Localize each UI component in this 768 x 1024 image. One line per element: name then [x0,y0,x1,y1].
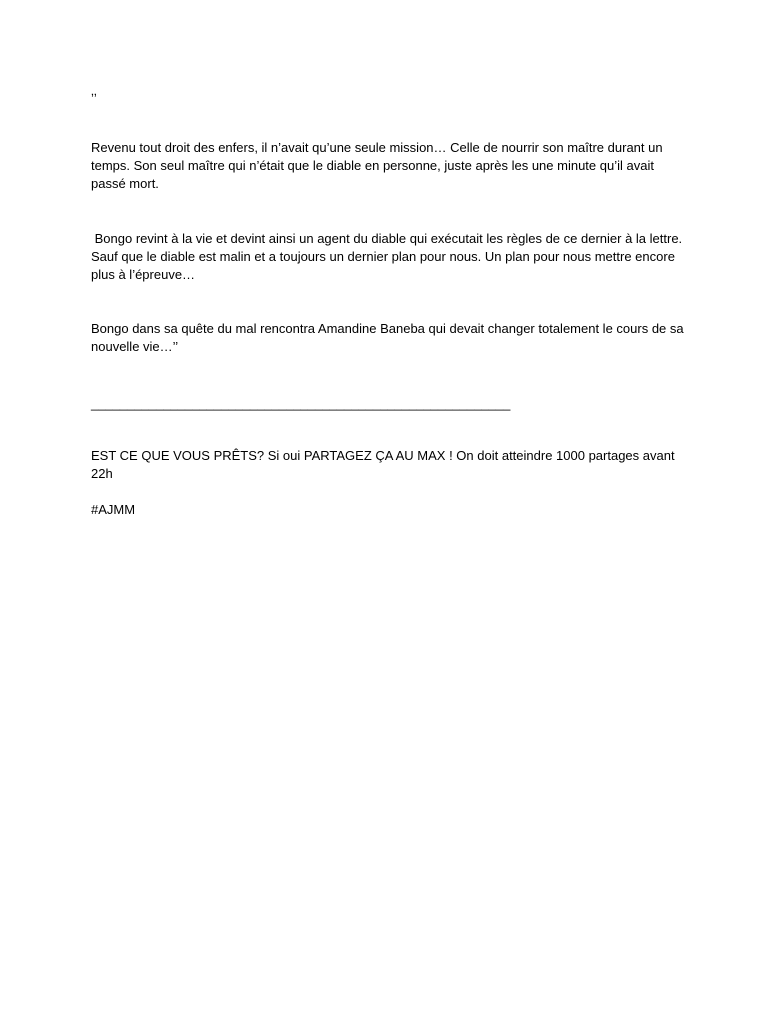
separator-line: __________________________________________________________ [91,396,511,411]
paragraph-amandine: Bongo dans sa quête du mal rencontra Amandine Baneba qui devait changer totalement le cours de sa nouvelle vie…’’ [91,321,688,354]
paragraph-intro: Revenu tout droit des enfers, il n’avait qu’une seule mission… Celle de nourrir son maître durant un temps. Son seul maître qui n’était que le diable en personne, juste après les une minute qu’il avait passé mort. [91,140,667,191]
opening-quote: ‚‚ [91,83,97,98]
call-to-action: EST CE QUE VOUS PRÊTS? Si oui PARTAGEZ ÇA AU MAX ! On doit atteindre 1000 partages avant 22h [91,448,679,481]
paragraph-bongo-revival: Bongo revint à la vie et devint ainsi un agent du diable qui exécutait les règles de ce dernier à la lettre. Sauf que le diable est malin et a toujours un dernier plan pour nous. Un plan pour nous mettre encore plus à l’épreuve… [91,231,686,282]
hashtag: #AJMM [91,502,136,517]
